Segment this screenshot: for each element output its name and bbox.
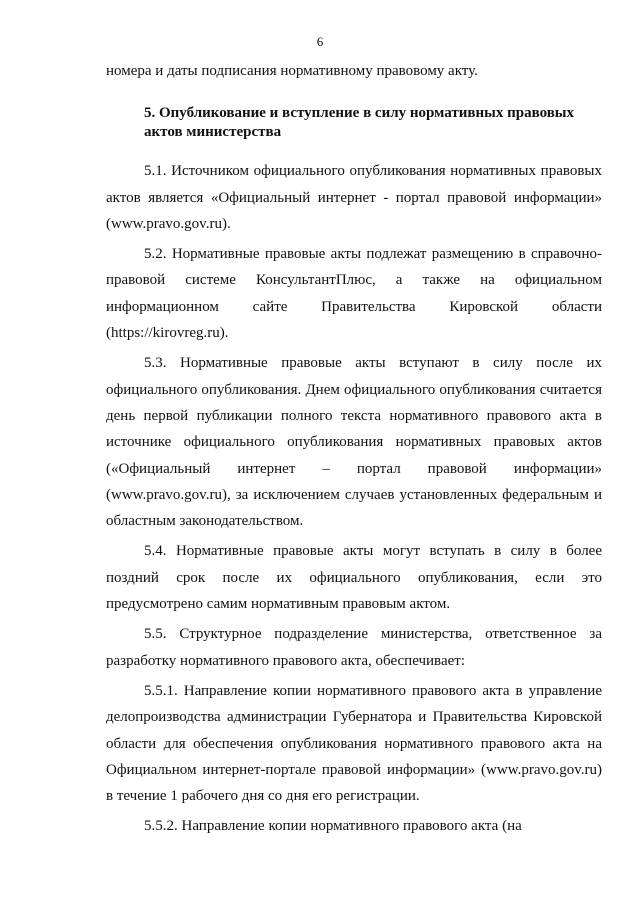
paragraph-5-4: 5.4. Нормативные правовые акты могут вступать в силу в более поздний срок после их официального опубликования, если это предусмотрено самим нормативным правовым актом. [106, 543, 602, 613]
continuation-text: номера и даты подписания нормативному правовому акту. [106, 63, 478, 79]
paragraph-5-5-1: 5.5.1. Направление копии нормативного правового акта в управление делопроизводства администрации Губернатора и Правительства Кировской области для обеспечения опубликования нормативного правового акта на Официальном интернет-портале правовой информации» (www.pravo.gov.ru) в течение 1 рабочего дня со дня его регистрации. [106, 682, 602, 805]
paragraph-5-5: 5.5. Структурное подразделение министерства, ответственное за разработку нормативного правового акта, обеспечивает: [106, 626, 602, 669]
paragraph-5-3: 5.3. Нормативные правовые акты вступают в силу после их официального опубликования. Днем официального опубликования считается день первой публикации полного текста нормативного правового акта в источнике официального опубликования нормативных правовых актов («Официальный интернет – портал правовой информации» (www.pravo.gov.ru), за исключением случаев установленных федеральным и областным законодательством. [106, 355, 602, 530]
paragraph-5-5-2: 5.5.2. Направление копии нормативного правового акта (на [144, 818, 522, 835]
paragraph-5-2: 5.2. Нормативные правовые акты подлежат размещению в справочно-правовой системе КонсультантПлюс, а также на официальном информационном сайте Правительства Кировской области (https://kirovreg.ru). [106, 246, 602, 342]
paragraph-5-1: 5.1. Источником официального опубликования нормативных правовых актов является «Официальный интернет - портал правовой информации» (www.pravo.gov.ru). [106, 163, 602, 232]
page-number: 6 [316, 34, 324, 49]
section-title: 5. Опубликование и вступление в силу нормативных правовых актов министерства [144, 105, 575, 141]
document-body [106, 58, 602, 840]
